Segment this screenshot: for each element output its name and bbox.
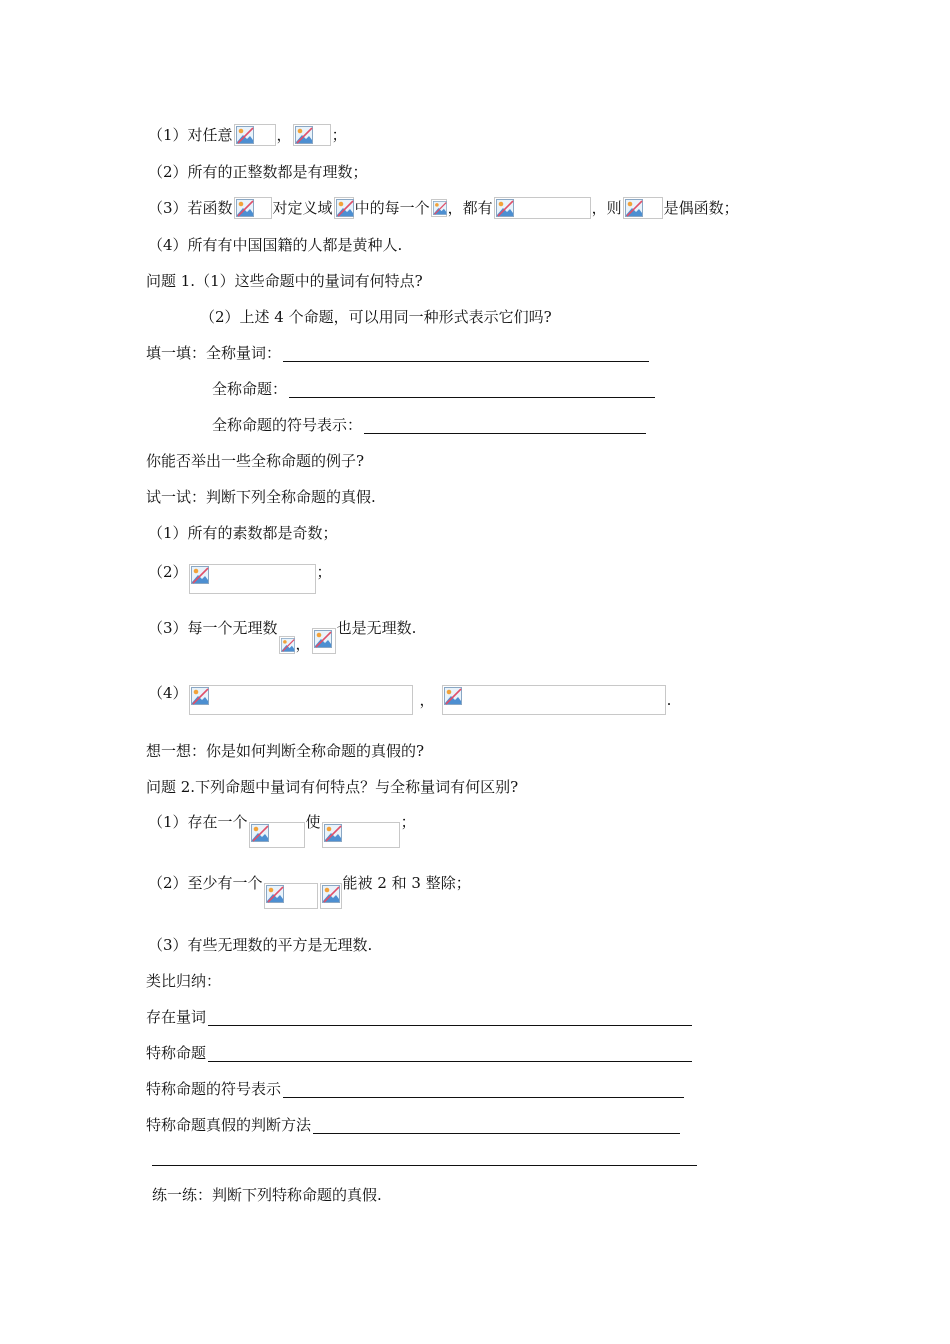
- text: （1）对任意: [148, 126, 233, 144]
- text: ，: [295, 635, 311, 653]
- text: 想一想：你是如何判断全称命题的真假的?: [146, 742, 425, 760]
- try-item-1: [148, 522, 338, 544]
- text: 试一试：判断下列全称命题的真假.: [146, 488, 376, 506]
- text: 问题 1.（1）这些命题中的量词有何特点?: [146, 272, 423, 290]
- text: ；: [316, 563, 332, 581]
- broken-image-icon: [324, 824, 342, 842]
- answer-blank[interactable]: [283, 1081, 684, 1098]
- text: 填一填：全称量词：: [146, 344, 282, 362]
- text: .: [666, 691, 672, 709]
- ask-example: [146, 450, 364, 472]
- broken-image-icon: [444, 687, 462, 705]
- text: ，都有: [447, 199, 493, 217]
- formula-image: [623, 197, 663, 219]
- formula-image: [312, 628, 336, 654]
- formula-image: [279, 636, 295, 654]
- text: 练一练：判断下列特称命题的真假.: [152, 1186, 382, 1204]
- text: （4）所有有中国国籍的人都是黄种人.: [148, 236, 403, 254]
- question-1: [146, 270, 423, 292]
- formula-image: [431, 199, 447, 217]
- text: （2）: [148, 563, 188, 581]
- question-2-item-3: [148, 934, 372, 956]
- fill-universal-quantifier: [146, 342, 649, 364]
- broken-image-icon: [251, 824, 269, 842]
- text: ；: [400, 813, 416, 831]
- existential-proposition: [146, 1042, 692, 1064]
- answer-blank-continued[interactable]: [152, 1165, 697, 1166]
- existential-symbol: [146, 1078, 684, 1100]
- question-2-item-2: [148, 873, 471, 909]
- broken-image-icon: [496, 199, 514, 217]
- formula-image: [320, 883, 342, 909]
- text: （1）所有的素数都是奇数；: [148, 524, 338, 542]
- broken-image-icon: [191, 687, 209, 705]
- text: 存在量词: [146, 1008, 207, 1026]
- text: 类比归纳：: [146, 972, 222, 990]
- formula-image: [494, 197, 591, 219]
- text: 特称命题真假的判断方法: [146, 1116, 312, 1134]
- answer-blank[interactable]: [283, 345, 649, 362]
- question-2-item-1: [148, 812, 416, 848]
- practice-title: [152, 1184, 382, 1206]
- existential-judge-method: [146, 1114, 680, 1136]
- text: 你能否举出一些全称命题的例子?: [146, 452, 365, 470]
- text: 特称命题的符号表示: [146, 1080, 282, 1098]
- text: ；: [331, 126, 347, 144]
- text: 全称命题的符号表示：: [212, 416, 363, 434]
- item-1: [148, 124, 347, 146]
- text: （2）上述 4 个命题，可以用同一种形式表示它们吗?: [200, 308, 552, 326]
- broken-image-icon: [314, 630, 332, 648]
- answer-blank[interactable]: [208, 1009, 692, 1026]
- text: （2）至少有一个: [148, 874, 263, 892]
- formula-image: [442, 685, 666, 715]
- answer-blank[interactable]: [364, 417, 646, 434]
- text: （3）有些无理数的平方是无理数.: [148, 936, 373, 954]
- broken-image-icon: [433, 201, 447, 215]
- answer-blank[interactable]: [208, 1045, 692, 1062]
- text: 对定义域: [272, 199, 333, 217]
- answer-blank[interactable]: [289, 381, 655, 398]
- formula-image: [293, 124, 331, 146]
- formula-image: [264, 883, 318, 909]
- try-item-2: [148, 562, 332, 596]
- item-4: [148, 234, 402, 256]
- broken-image-icon: [236, 199, 254, 217]
- text: （3）若函数: [148, 199, 233, 217]
- formula-image: [189, 685, 413, 715]
- try-item-3: [148, 618, 416, 654]
- broken-image-icon: [266, 885, 284, 903]
- text: 是偶函数；: [663, 199, 739, 217]
- analogy-title: [146, 970, 221, 992]
- broken-image-icon: [236, 126, 254, 144]
- broken-image-icon: [191, 566, 209, 584]
- broken-image-icon: [281, 638, 295, 652]
- item-3: [148, 197, 739, 219]
- broken-image-icon: [625, 199, 643, 217]
- formula-image: [322, 822, 400, 848]
- text: （3）每一个无理数: [148, 619, 278, 637]
- text: ，: [276, 126, 292, 144]
- text: ，则: [591, 199, 622, 217]
- formula-image: [249, 822, 305, 848]
- text: 使: [305, 813, 321, 831]
- item-2: [148, 161, 368, 183]
- try-title: [146, 486, 376, 508]
- try-item-4: [148, 683, 671, 717]
- broken-image-icon: [336, 199, 354, 217]
- text: 能被 2 和 3 整除；: [342, 874, 471, 892]
- broken-image-icon: [322, 885, 340, 903]
- formula-image: [234, 124, 276, 146]
- question-1-part-2: [200, 306, 552, 328]
- formula-image: [189, 564, 316, 594]
- text: （4）: [148, 684, 188, 702]
- question-2: [146, 776, 518, 798]
- formula-image: [334, 197, 354, 219]
- text: 也是无理数.: [336, 619, 417, 637]
- broken-image-icon: [295, 126, 313, 144]
- text: ，: [419, 691, 435, 709]
- fill-universal-symbol: [212, 414, 646, 436]
- text: 特称命题: [146, 1044, 207, 1062]
- fill-universal-proposition: [212, 378, 655, 400]
- formula-image: [234, 197, 272, 219]
- text: 全称命题：: [212, 380, 288, 398]
- text: （1）存在一个: [148, 813, 248, 831]
- text: 中的每一个: [354, 199, 430, 217]
- existential-quantifier: [146, 1006, 692, 1028]
- think: [146, 740, 424, 762]
- answer-blank[interactable]: [313, 1117, 680, 1134]
- text: 问题 2.下列命题中量词有何特点？与全称量词有何区别?: [146, 778, 519, 796]
- text: （2）所有的正整数都是有理数；: [148, 163, 368, 181]
